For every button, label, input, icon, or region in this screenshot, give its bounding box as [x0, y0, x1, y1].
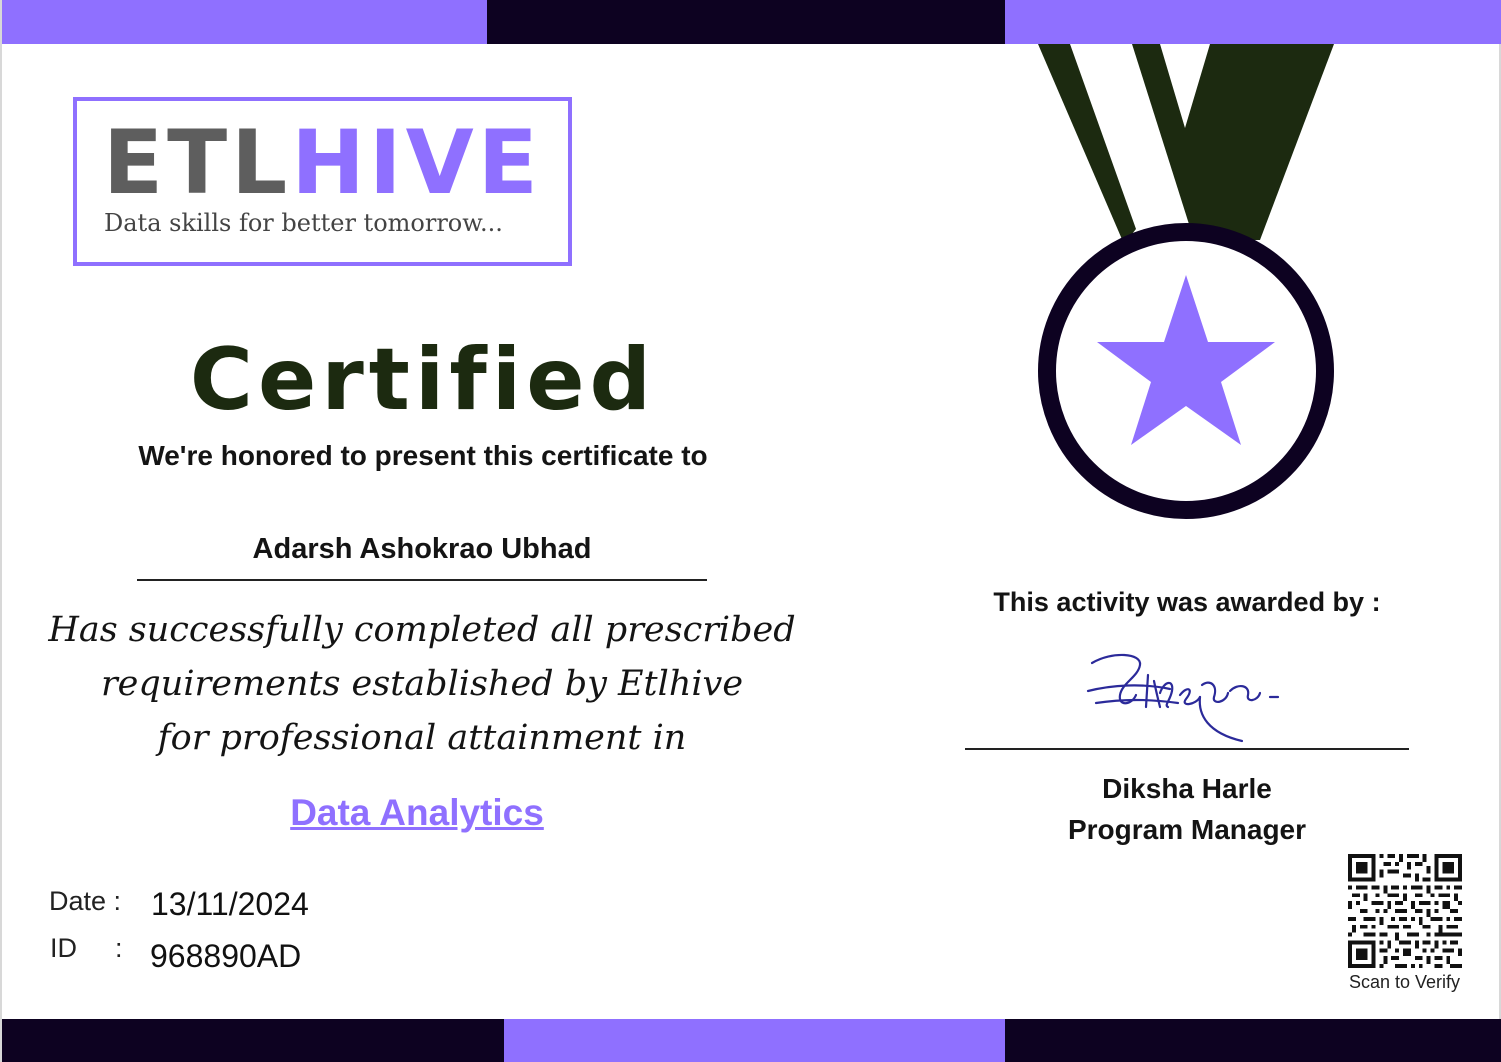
date-value: 13/11/2024 — [151, 886, 309, 922]
signer-name: Diksha Harle — [1102, 773, 1272, 804]
id-colon: : — [115, 933, 123, 963]
qr-code-icon[interactable] — [1348, 854, 1462, 968]
top-bar-dark-middle — [487, 0, 1005, 44]
certificate-heading: Certified — [189, 330, 657, 430]
bottom-bar-accent-middle — [504, 1019, 1005, 1062]
logo-tagline: Data skills for better tomorrow... — [104, 209, 503, 237]
bottom-bar-dark-right — [1005, 1019, 1501, 1062]
signature-line — [965, 748, 1409, 750]
ribbon-left-strip — [1038, 44, 1136, 244]
awarded-by-label: This activity was awarded by : — [993, 587, 1381, 617]
ribbon-center-band — [1132, 44, 1334, 240]
bottom-bar-dark-left — [2, 1019, 504, 1062]
signer-block — [962, 768, 1412, 850]
recipient-name: Adarsh Ashokrao Ubhad — [252, 533, 592, 565]
id-value: 968890AD — [150, 938, 302, 974]
etlhive-logo — [73, 97, 572, 266]
top-bar-accent-right — [1005, 0, 1501, 44]
date-label: Date : — [49, 886, 122, 916]
id-label: ID — [50, 933, 77, 963]
statement-line-2: requirements established by Etlhive — [100, 664, 744, 704]
certificate-intro: We're honored to present this certificate to — [138, 440, 708, 471]
completion-statement — [22, 603, 822, 765]
logo-wordmark — [103, 113, 542, 213]
statement-line-3: for professional attainment in — [157, 718, 687, 758]
signer-title: Program Manager — [1067, 814, 1307, 845]
logo-etl: ETL — [103, 111, 292, 214]
scan-to-verify-label: Scan to Verify — [1348, 972, 1461, 992]
logo-hive: HIVE — [291, 111, 542, 214]
signature-icon — [1082, 645, 1292, 745]
course-link[interactable]: Data Analytics — [290, 792, 544, 833]
statement-line-1: Has successfully completed all prescribed — [48, 610, 796, 650]
top-bar-accent-left — [2, 0, 487, 44]
recipient-underline — [137, 579, 707, 581]
medal-icon — [1032, 44, 1342, 524]
